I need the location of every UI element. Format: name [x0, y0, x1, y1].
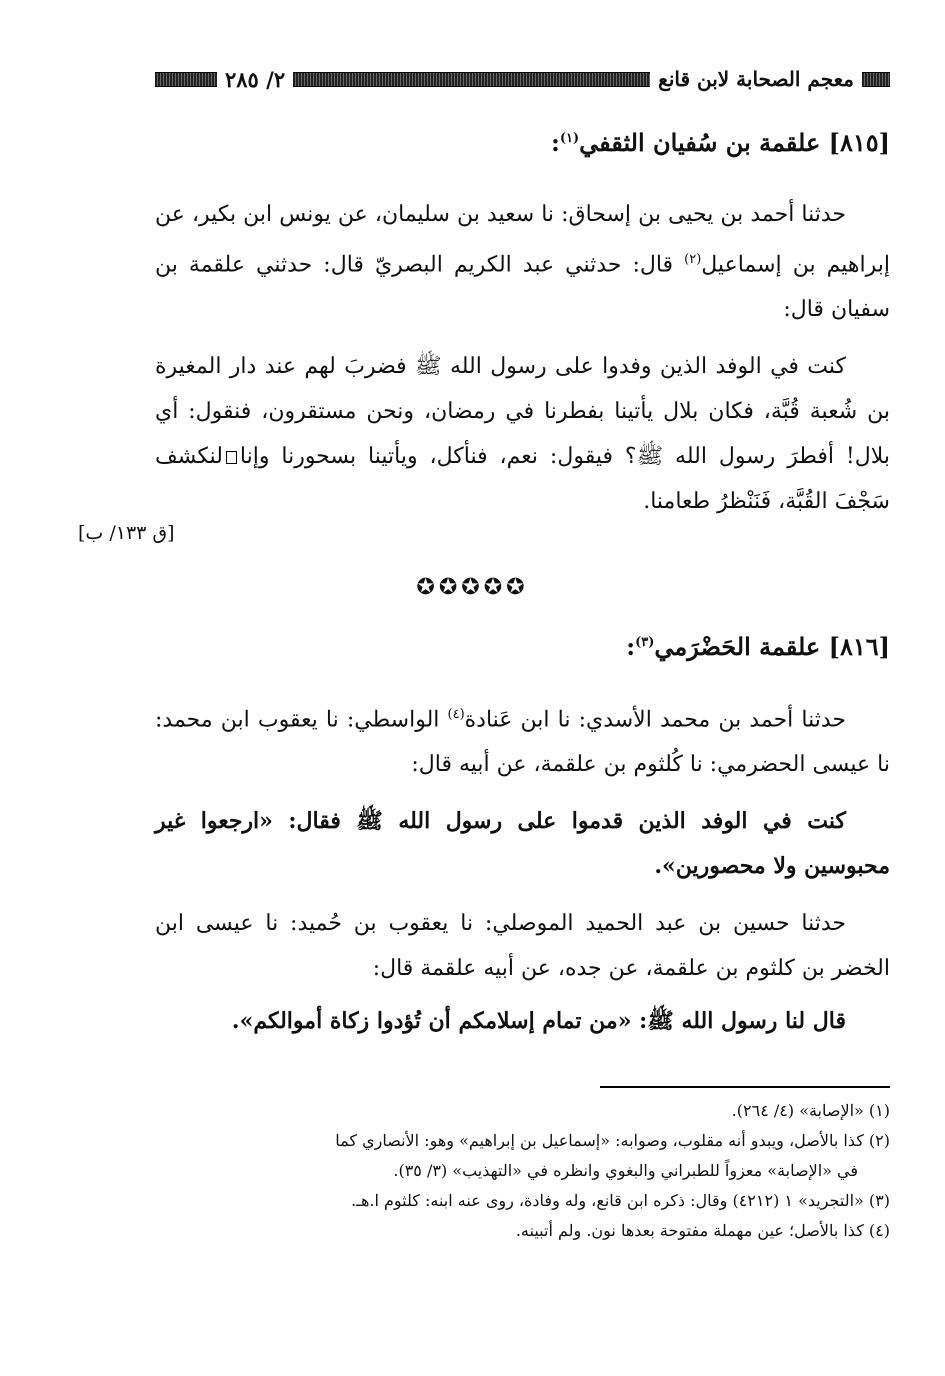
footnote-divider	[600, 1086, 890, 1088]
footnote-1: (١) «الإصابة» (٤/ ٢٦٤).	[731, 1101, 890, 1120]
footnote-3: (٣) «التجريد» ١ (٤٢١٢) وقال: ذكره ابن قانع، وله وفادة، روى عنه ابنه: كلثوم ا.هـ.	[351, 1191, 890, 1210]
header-ornament-bar	[155, 72, 217, 87]
isnad-paragraph: حدثنا أحمد بن يحيى بن إسحاق: نا سعيد بن سليمان، عن يونس ابن بكير، عن إبراهيم بن إسماعيل$^{(٢)}$ قال: حدثني عبد الكريم البصريّ قال: حدثني علقمة بن سفيان قال:	[155, 202, 890, 323]
footnotes	[155, 1096, 890, 1246]
matn-paragraph: كنت في الوفد الذين وفدوا على رسول الله ﷺ فضربَ لهم عند دار المغيرة بن شُعبة قُبَّة، فكان بلال يأتينا بفطرنا في رمضان، ونحن مستقرون، فنقول: أي بلال! أفطرَ رسول الله ﷺ؟ فيقول: نعم، فنأكل، ويأتينا بسحورنا وإنالنكشف سَجْفَ القُبَّة، فَنَنْظرُ طعامنا.	[155, 354, 890, 515]
footnote-marker: (٢)	[684, 252, 702, 267]
page-number: ٢/ ٢٨٥	[225, 66, 286, 92]
footnote-2-continued: في «الإصابة» معزواً للطبراني والبغوي وانظره في «التهذيب» (٣/ ٣٥).	[393, 1161, 858, 1180]
entry-816-title: [٨١٦] علقمة الحَضْرَمي$^{(٣)}$:	[626, 632, 890, 661]
footnote-marker: (٣)	[635, 635, 655, 650]
header-ornament-bar	[293, 72, 650, 87]
header-ornament-bar	[862, 72, 890, 87]
manuscript-reference: [ق ١٣٣/ ب]	[78, 522, 175, 544]
isnad-paragraph: حدثنا أحمد بن محمد الأسدي: نا ابن عَنادة$^{(٤)}$ الواسطي: نا يعقوب ابن محمد: نا عيسى الحضرمي: نا كُلثوم بن علقمة، عن أبيه قال:	[155, 707, 890, 778]
folio-mark-icon	[226, 451, 237, 464]
isnad-paragraph: حدثنا حسين بن عبد الحميد الموصلي: نا يعقوب بن حُميد: نا عيسى ابن الخضر بن كلثوم بن علقمة، عن جده، عن أبيه علقمة قال:	[155, 911, 890, 982]
matn-paragraph: قال لنا رسول الله ﷺ: «من تمام إسلامكم أن تُؤدوا زكاة أموالكم».	[231, 1008, 846, 1035]
running-header	[155, 62, 890, 96]
footnote-4: (٤) كذا بالأصل؛ عين مهملة مفتوحة بعدها نون. ولم أتبينه.	[515, 1221, 890, 1240]
entry-815-title: [٨١٥] علقمة بن سُفيان الثقفي$^{(١)}$:	[551, 128, 890, 157]
section-separator: ✪✪✪✪✪	[416, 575, 529, 600]
footnote-2: (٢) كذا بالأصل، ويبدو أنه مقلوب، وصوابه: «إسماعيل بن إبراهيم» وهو: الأنصاري كما	[335, 1131, 890, 1150]
entry-815-body	[155, 192, 890, 524]
matn-paragraph: كنت في الوفد الذين قدموا على رسول الله ﷺ فقال: «ارجعوا غير محبوسين ولا محصورين».	[155, 808, 890, 880]
footnote-marker: (٤)	[447, 707, 465, 722]
footnote-marker: (١)	[559, 131, 580, 146]
entry-816-body	[155, 692, 890, 1044]
book-title: معجم الصحابة لابن قانع	[658, 67, 854, 91]
